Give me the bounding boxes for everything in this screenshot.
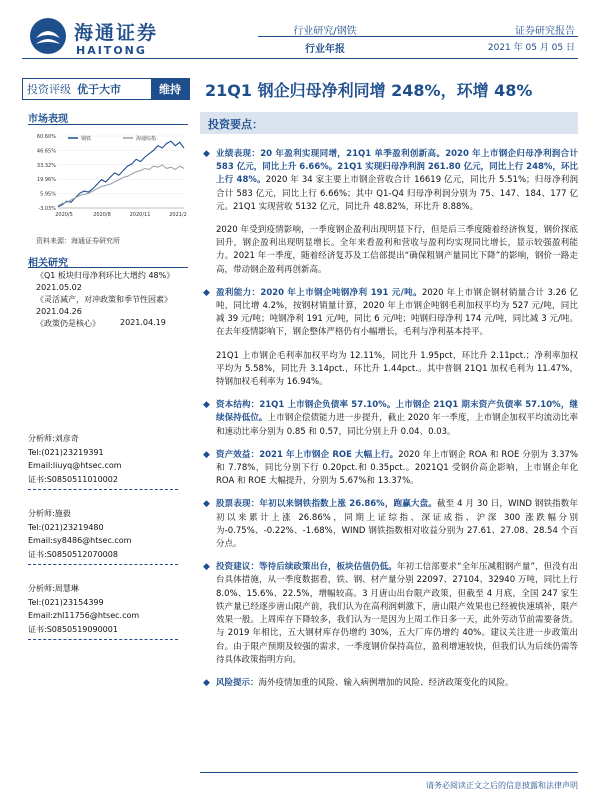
series-line: [58, 165, 184, 206]
analyst-divider: [28, 564, 178, 565]
y-tick-label: 60.60%: [36, 134, 56, 140]
footer-disclaimer[interactable]: 请务必阅读正文之后的信息披露和法律声明: [426, 781, 578, 790]
analyst-cert: 证书:S0850512070008: [28, 549, 118, 559]
legend-label: 钢铁: [81, 136, 92, 142]
analyst-name: 分析师:刘彦奇: [28, 434, 79, 443]
kp-profitability-text: 2020 年上市钢企钢材销量合计 3.26 亿吨，同比增 4.2%，按钢材销量计算，2020 年上市钢企吨钢毛利加权平均为 527 元/吨，同比减 39 元/吨；吨钢净利 191 元/吨，同比 6 元/吨；吨钢归母净利 174 元/吨，同比减 3 元/吨。在去年疫情影响下，钢企整体严格仍有小幅增长，毛利与净利基本持平。: [216, 287, 578, 338]
rating-label: 投资评级: [27, 83, 71, 96]
related-item-title[interactable]: 《灵活减产，对冲政策和季节性因素》: [36, 295, 172, 304]
investment-rating: [22, 78, 190, 100]
kp-margin-text: 21Q1 上市钢企毛利率加权平均为 12.11%，同比升 1.95pct，环比升 2.11pct.；净利率加权平均为 5.58%，同比升 3.14pct.，环比升 1.44pct.。其中普钢 21Q1 加权毛利为 11.47%，特钢加权毛利率为 16.94%。: [216, 350, 578, 388]
haitong-logo-icon: [28, 16, 68, 56]
kp-advice-text: 年初工信部要求“全年压减粗钢产量”，但没有出台具体措施，从一季度数据看，铁、钢、材产量分别 22097、27104、32940 万吨，同比上行 8.0%、15.6%、22.5%，增幅较高。3 月唐山出台限产政策，但截至 4 月底，全国 247 家生铁产量已经逐步唐山限产前，我们认为在高利润刺激下，唐山限产效果也已经被快速填补，限产效果一般。上周库存下降较多，我们认为一是因为上周工作日多一天，此外劳动节前需要备货。与 2019 年相比，五大钢材库存仍增约 30%，五大厂库仍增约 40%。建议关注进一步政策出台。由于限产预期及较强的需求，一季度钢价保持高位，盈利增速较快，但我们认为后续仍需等待具体政策指明方向。: [216, 562, 578, 665]
kp-performance-text: 2020 年 34 家主要上市钢企营收合计 16619 亿元，同比升 5.51%；归母净利润合计 583 亿元，同比上行 6.66%；其中 Q1-Q4 归母净利润分别为 75、147、184、177 亿元。21Q1 实现营收 5132 亿元，同比升 48.82%，环比升 8.88%。: [216, 175, 578, 212]
kp-capital-highlight: 资本结构：21Q1 上市钢企负债率 57.10%。上市钢企 21Q1 期末资产负债率 57.10%，继续保持低位。: [216, 400, 578, 424]
related-item-date: 2021.04.19: [120, 318, 166, 327]
related-item-date: 2021.04.26: [36, 307, 82, 316]
analyst-divider: [28, 489, 178, 490]
logo-en-text: HAITONG: [76, 44, 147, 57]
analyst-tel: Tel:(021)23219391: [28, 447, 104, 457]
kp-stock-text: 截至 4 月 30 日，WIND 钢铁指数年初以来累计上涨 26.86%，同期上证综指、深证成指、沪深 300 涨跌幅分别为-0.75%、-0.22%、-1.68%，WIND 钢铁指数相对收益分别为 27.61、27.08、28.54 个百分点。: [216, 499, 578, 550]
kp-performance-highlight: 业绩表现：20 年盈利实现同增，21Q1 单季盈利创新高。2020 年上市钢企归母净利润合计 583 亿元，同比上升 6.66%。21Q1 实现归母净利润 261.80 亿元，同比上行 248%，环比上行 48%。: [216, 149, 578, 186]
y-tick-label: 46.65%: [36, 148, 56, 155]
kp-margin: [200, 350, 578, 390]
analyst-email[interactable]: Email:sy8486@htsec.com: [28, 536, 132, 545]
kp-profitability-highlight: 盈利能力：2020 年上市钢企吨钢净利 191 元/吨。: [216, 287, 422, 298]
related-heading: 相关研究: [28, 258, 68, 269]
related-item-title[interactable]: 《Q1 板块归母净利环比大增约 48%》: [36, 271, 175, 280]
bullet-icon: ◆: [203, 562, 210, 573]
kp-performance-detail: [200, 224, 578, 277]
analyst-tel: Tel:(021)23154399: [28, 597, 104, 607]
analyst-cert: 证书:S0850511010002: [28, 474, 118, 484]
analyst-email[interactable]: Email:zhl11756@htsec.com: [28, 611, 140, 620]
rating-value: 优于大市: [77, 83, 121, 96]
report-title: 21Q1 钢企归母净利同增 248%，环增 48%: [205, 81, 533, 100]
bullet-icon: ◆: [203, 400, 210, 411]
legend-label: 海通综指: [136, 136, 157, 142]
market-heading-rule: [28, 124, 188, 125]
kp-capital-text: 上市钢企偿债能力进一步提升，截止 2020 年一季度，上市钢企加权平均流动比率和速动比率分别为 0.85 和 0.57，同比分别上升 0.04、0.03。: [216, 413, 578, 437]
kp-performance: [200, 148, 578, 214]
kp-efficiency-highlight: 资产效益：2021 年上市钢企 ROE 大幅上行。: [216, 449, 399, 460]
bullet-icon: ◆: [203, 149, 210, 159]
kp-performance-detail-text: 2020 年受到疫情影响，一季度钢企盈利出现明显下行，但是后三季度随着经济恢复，钢价探底回升，钢企盈利出现明显增长。全年来看盈利和营收与盈利均实现同比增长，显示较强盈利能力。2021 年一季度，随着经济复苏及工信部提出“确保粗钢产量同比下降”的影响，钢价一路走高，带动钢企盈利再创新高。: [216, 225, 578, 275]
x-tick-label: 2020/11: [129, 212, 151, 218]
analyst-name: 分析师:施毅: [28, 509, 71, 518]
kp-advice-highlight: 投资建议：等待后续政策出台，板块估值仍低。: [216, 562, 397, 573]
y-tick-label: 19.96%: [36, 177, 56, 184]
logo-cn-text: 海通证券: [74, 22, 159, 44]
report-type: 行业年报: [305, 44, 345, 55]
market-chart: [28, 130, 188, 222]
kp-advice: [200, 561, 578, 667]
bullet-icon: ◆: [203, 449, 210, 460]
analyst-card: [28, 432, 198, 490]
chart-source: 资料来源：海通证券研究所: [36, 237, 120, 245]
related-list: [36, 270, 196, 330]
related-heading-rule: [28, 267, 188, 268]
kp-risk-highlight: 风险提示：: [216, 677, 259, 688]
report-label: 证券研究报告: [515, 26, 575, 37]
y-tick-label: 33.32%: [36, 162, 56, 169]
kp-risk: [200, 677, 578, 690]
header-rule-bottom: [22, 58, 578, 59]
analyst-name: 分析师:周慧琳: [28, 584, 79, 593]
x-tick-label: 2020/8: [93, 212, 111, 218]
analyst-divider: [28, 639, 178, 640]
kp-efficiency: [200, 449, 578, 489]
analyst-cert: 证书:S0850519090001: [28, 624, 118, 634]
kp-profitability: [200, 287, 578, 340]
analyst-tel: Tel:(021)23219480: [28, 522, 104, 532]
analyst-email[interactable]: Email:liuyq@htsec.com: [28, 461, 122, 470]
analyst-card: [28, 582, 198, 640]
key-points-body: [200, 148, 578, 700]
footer-rule: [200, 772, 578, 773]
report-date: 2021 年 05 月 05 日: [487, 43, 575, 53]
bullet-icon: ◆: [203, 499, 210, 510]
kp-stock: [200, 498, 578, 551]
x-tick-label: 2021/2: [169, 212, 187, 218]
analyst-card: [28, 507, 198, 565]
analyst-list: [28, 432, 198, 657]
related-item-title[interactable]: 《政策仍是核心》: [36, 319, 100, 328]
bullet-icon: ◆: [203, 677, 210, 688]
kp-stock-highlight: 股票表现：年初以来钢铁指数上涨 26.86%，跑赢大盘。: [216, 499, 437, 510]
kp-capital: [200, 399, 578, 439]
rating-status: 维持: [151, 79, 189, 99]
y-tick-label: -3.03%: [38, 206, 56, 212]
related-item-date: 2021.05.02: [36, 283, 82, 292]
market-heading: 市场表现: [28, 114, 68, 125]
y-tick-label: 5.95%: [40, 191, 56, 198]
bullet-icon: ◆: [203, 287, 210, 298]
kp-risk-text: 海外疫情加重的风险、输入病例增加的风险、经济政策变化的风险。: [258, 677, 514, 688]
key-points-header: [200, 112, 578, 134]
x-tick-label: 2020/5: [55, 212, 73, 218]
key-points-heading: 投资要点：: [208, 118, 263, 131]
kp-efficiency-text: 2020 年上市钢企 ROA 和 ROE 分别为 3.37%和 7.78%，同比分别下行 0.20pct.和 0.35pct.。2021Q1 受钢价高企影响，上市钢企年化 ROA 和 ROE 大幅提升，分别为 5.67%和 13.37%。: [216, 449, 578, 487]
report-category: 行业研究/钢铁: [293, 26, 357, 37]
